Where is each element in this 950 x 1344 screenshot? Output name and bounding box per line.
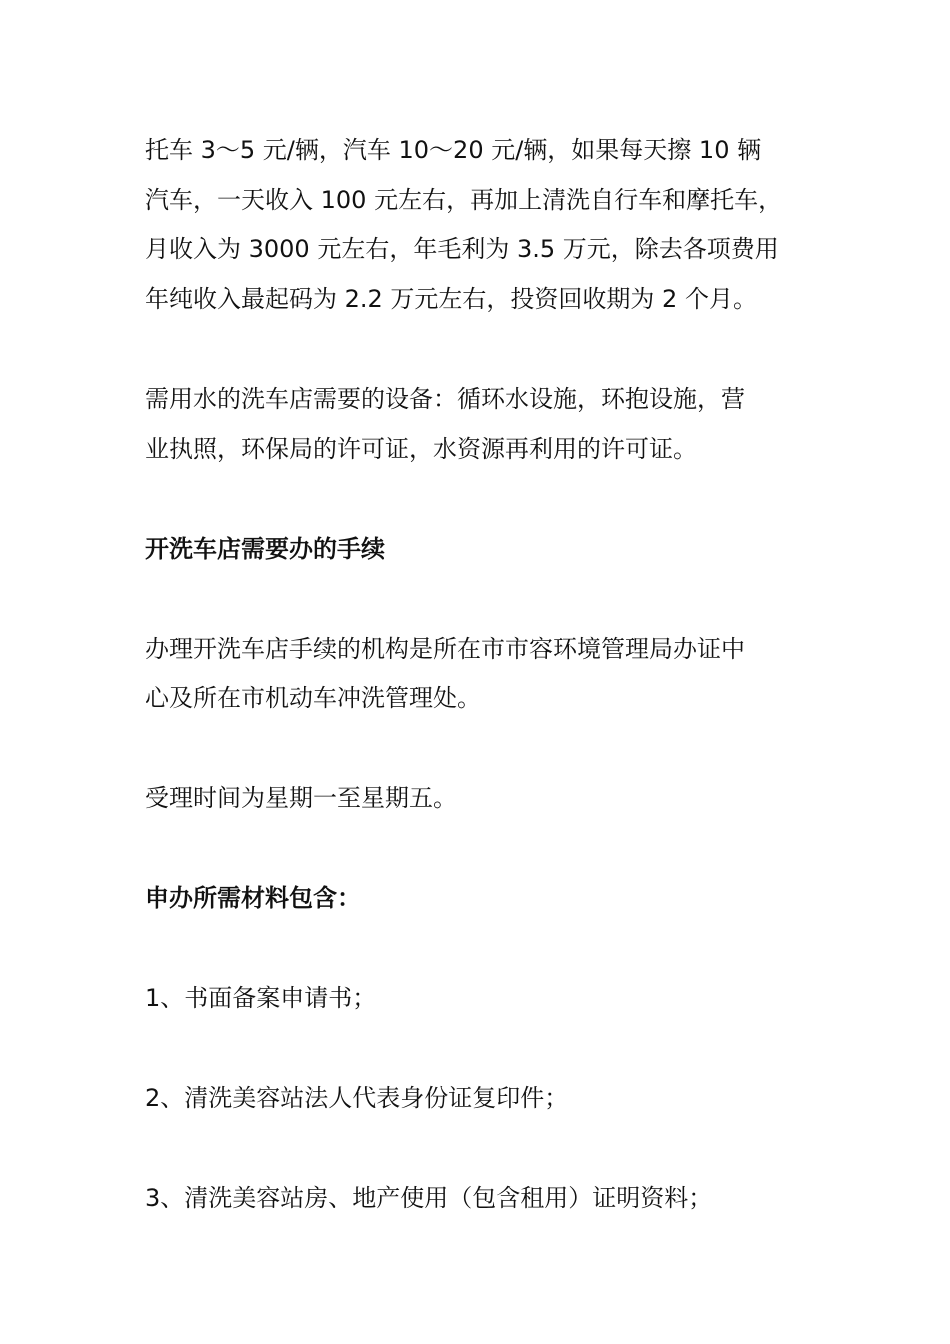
paragraph-2-line-2: 业执照，环保局的许可证，水资源再利用的许可证。 — [145, 435, 697, 463]
section-heading-procedures: 开洗车店需要办的手续 — [145, 535, 385, 563]
list-item: 2、清洗美容站法人代表身份证复印件； — [145, 1084, 569, 1112]
paragraph-4: 受理时间为星期一至星期五。 — [145, 784, 457, 812]
paragraph-3-line-2: 心及所在市机动车冲洗管理处。 — [145, 684, 481, 712]
list-item: 1、书面备案申请书； — [145, 984, 377, 1012]
paragraph-1-line-2: 汽车，一天收入 100 元左右，再加上清洗自行车和摩托车， — [145, 186, 783, 214]
paragraph-3-line-1: 办理开洗车店手续的机构是所在市市容环境管理局办证中 — [145, 635, 745, 663]
section-heading-materials: 申办所需材料包含： — [145, 884, 361, 912]
list-item: 3、清洗美容站房、地产使用（包含租用）证明资料； — [145, 1184, 713, 1212]
paragraph-1-line-3: 月收入为 3000 元左右，年毛利为 3.5 万元，除去各项费用 — [145, 235, 779, 263]
paragraph-1-line-1: 托车 3～5 元/辆，汽车 10～20 元/辆，如果每天擦 10 辆 — [145, 136, 762, 164]
paragraph-2-line-1: 需用水的洗车店需要的设备：循环水设施，环抱设施，营 — [145, 385, 745, 413]
paragraph-1-line-4: 年纯收入最起码为 2.2 万元左右，投资回收期为 2 个月。 — [145, 285, 757, 313]
